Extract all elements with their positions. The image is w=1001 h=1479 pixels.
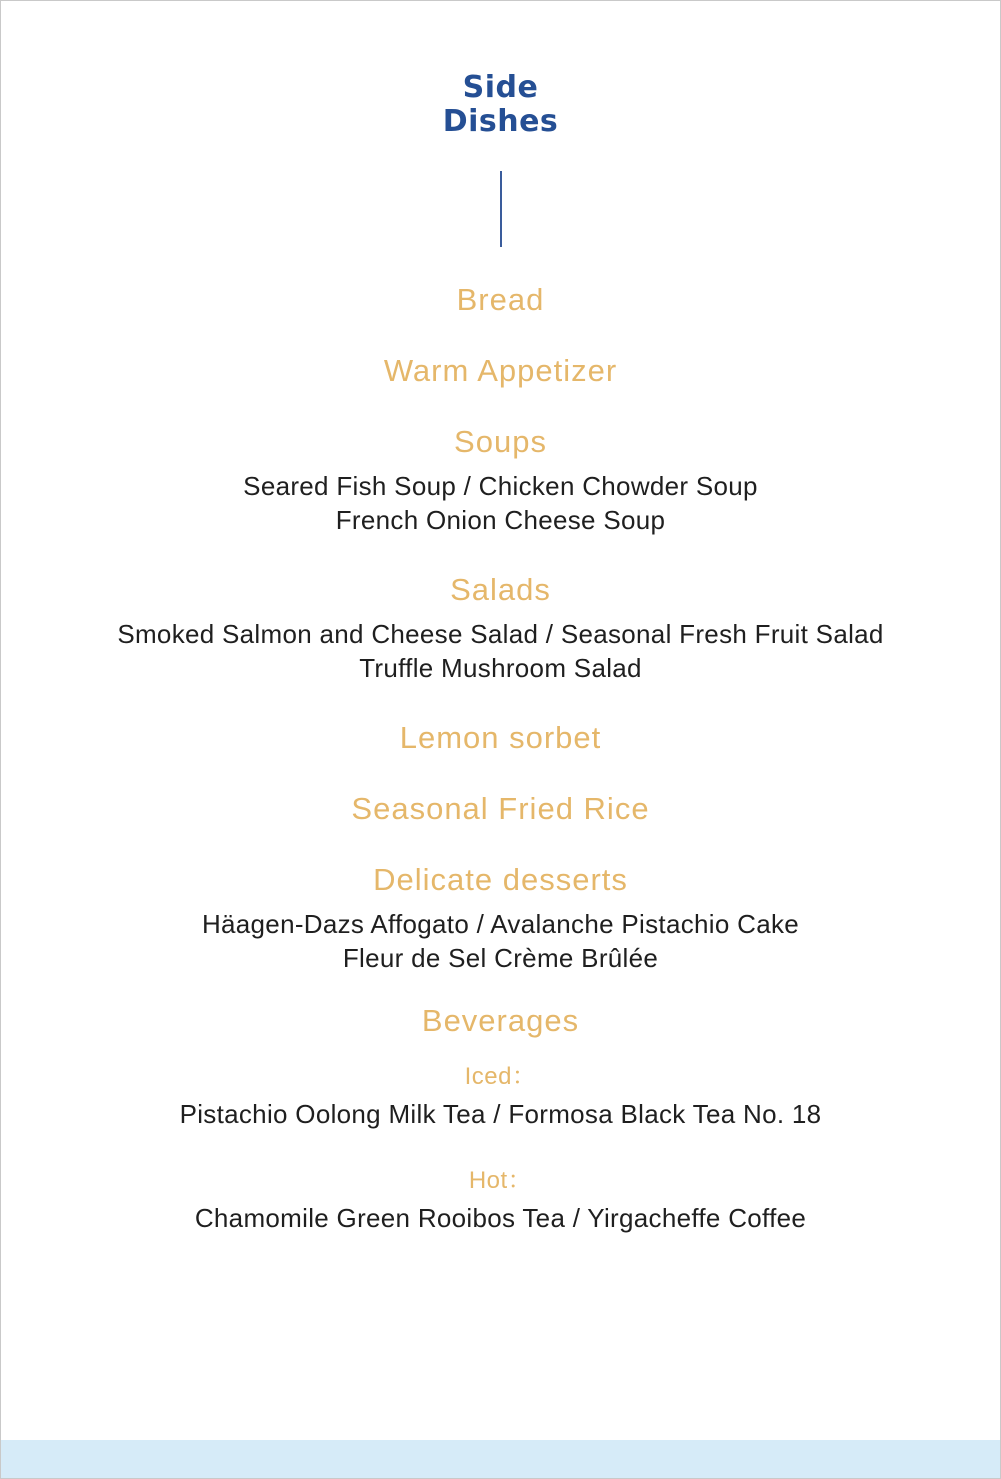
section-salads [1,572,1000,685]
vertical-divider-line [500,171,502,247]
menu-item-line: Truffle Mushroom Salad [359,653,642,683]
section-soups [1,424,1000,537]
section-bread [1,282,1000,318]
section-heading-bread: Bread [456,282,545,317]
section-heading-salads: Salads [450,572,551,607]
section-warm-appetizer [1,353,1000,389]
section-seasonal-fried-rice [1,791,1000,827]
section-beverages [1,1003,1000,1039]
section-soups-items [1,469,1000,537]
menu-title-line-1: Side [462,70,539,105]
section-heading-warm-appetizer: Warm Appetizer [383,353,618,388]
menu-item-line: French Onion Cheese Soup [335,505,666,535]
menu-title-line-2: Dishes [442,104,559,139]
menu-item-line: Häagen-Dazs Affogato / Avalanche Pistachio Cake [201,909,800,939]
menu-item-line: Seared Fish Soup / Chicken Chowder Soup [243,471,758,501]
section-delicate-desserts-items [1,907,1000,975]
menu-item-line: Smoked Salmon and Cheese Salad / Seasonal Fresh Fruit Salad [117,619,884,649]
section-hot-items [1,1201,1000,1235]
menu-title [1,1,1000,139]
section-heading-soups: Soups [454,424,547,459]
section-lemon-sorbet [1,720,1000,756]
menu-item-line: Chamomile Green Rooibos Tea / Yirgacheffe Coffee [194,1203,807,1233]
section-delicate-desserts [1,862,1000,975]
section-iced [1,1063,1000,1131]
section-heading-seasonal-fried-rice: Seasonal Fried Rice [351,791,650,826]
sub-heading-iced: Iced： [464,1063,537,1090]
sub-heading-hot: Hot： [468,1167,533,1194]
menu-item-line: Pistachio Oolong Milk Tea / Formosa Black Tea No. 18 [179,1099,822,1129]
footer-band [1,1440,1000,1478]
section-heading-lemon-sorbet: Lemon sorbet [399,720,602,755]
section-hot [1,1167,1000,1235]
section-iced-items [1,1097,1000,1131]
section-heading-delicate-desserts: Delicate desserts [373,862,628,897]
section-salads-items [1,617,1000,685]
menu-item-line: Fleur de Sel Crème Brûlée [342,943,659,973]
section-heading-beverages: Beverages [421,1003,580,1038]
